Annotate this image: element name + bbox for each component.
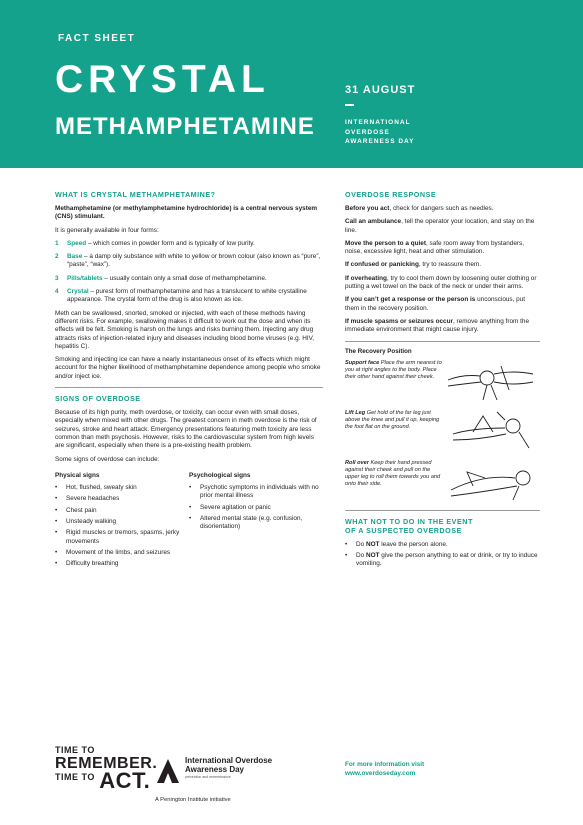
list-item: • Psychotic symptoms in individuals with no prior mental illness [189,484,323,501]
list-item: • Hot, flushed, sweaty skin [55,484,189,492]
slogan-line-1: TIME TO [55,745,95,755]
recovery-step-1-illustration [443,360,538,402]
event-name [345,118,414,147]
item-pre: Do [356,540,366,548]
not-to-do-heading-1: WHAT NOT TO DO IN THE EVENT [345,516,473,526]
slogan-line-4: ACT. [99,768,151,793]
fact-sheet-label: FACT SHEET [58,33,136,44]
response-text: unconscious, put them in the recovery position. [345,296,526,312]
response-bold: If confused or panicking [345,261,419,269]
form-name: Base [67,253,83,261]
title-line-1: CRYSTAL [55,58,270,101]
list-item [345,552,540,569]
signs-paragraph: Because of its high purity, meth overdose, or toxicity, can occur even with small doses, especially when mixed with other drugs. The greatest concern in meth overdose is the risk of seizures, stroke and heart attack. Emergency presentations featuring meth toxicity are less common than meth psychosis. However, risks to the cardiovascular system from high levels are significant, especially when there is a pre-existing health problem. [55,409,317,450]
response-item [345,318,540,335]
recovery-step-3-illustration [443,460,538,502]
response-item [345,205,540,213]
recovery-step [345,460,540,502]
not-to-do-heading-2: OF A SUSPECTED OVERDOSE [345,525,462,535]
form-item [55,240,323,248]
physical-signs-title: Physical signs [55,471,100,479]
response-heading: OVERDOSE RESPONSE [345,190,437,199]
list-item: • Severe agitation or panic [189,504,323,512]
what-is-heading: WHAT IS CRYSTAL METHAMPHETAMINE? [55,190,216,199]
form-number: 2 [55,253,59,261]
response-text: , try to cool them down by loosening outer clothing or putting a wet towel on the back of the neck or under their arms. [345,274,537,291]
iod-logo [155,756,273,790]
iod-logo-name: International Overdose Awareness Day [185,756,273,774]
website-link[interactable]: www.overdoseday.com [345,770,416,777]
form-desc: – usually contain only a small dose of methamphetamine. [102,274,267,282]
more-info-text: For more information visit [345,761,425,768]
divider [345,104,354,106]
left-column [55,190,323,572]
step-text: Get hold of the far leg just above the knee and pull it up, keeping the foot flat on the ground. [345,409,440,431]
not-to-do-heading [345,517,540,535]
form-item [55,288,323,305]
response-text: , remove anything from the immediate environment that might cause injury. [345,317,529,334]
response-item [345,261,540,269]
list-item: • Altered mental state (e.g. confusion, disorientation) [189,515,323,532]
slogan-line-3: TIME TO [55,772,95,782]
step-title: Lift Leg [345,409,366,416]
item-bold: NOT [365,540,380,548]
response-bold: Before you act [345,205,390,212]
event-line-1: INTERNATIONAL [345,119,411,126]
response-bold: If overheating [345,274,387,282]
event-line-2: OVERDOSE [345,128,390,136]
slogan-line-2: REMEMBER. [55,755,158,772]
list-item: • Rigid muscles or tremors, spasms, jerky movements [55,529,189,546]
form-desc: – which comes in powder form and is typically of low purity. [86,239,255,247]
event-line-3: AWARENESS DAY [345,138,415,145]
form-desc: – purest form of methamphetamine and has a translucent to white crystalline appearance. The crystal form of the drug is also known as ice. [67,288,307,304]
section-divider [345,341,540,342]
response-item [345,275,540,292]
list-item: • Movement of the limbs, and seizures [55,549,189,557]
iod-logo-icon [155,757,181,785]
form-number: 3 [55,274,59,282]
iod-logo-subtitle: prevention and remembrance [185,775,231,779]
recovery-steps [345,360,540,502]
recovery-title: The Recovery Position [345,347,412,355]
response-text: , try to reassure them. [418,261,482,269]
response-bold: If muscle spasms or seizures occur [345,317,453,325]
psych-signs-title: Psychological signs [189,471,251,479]
form-item [55,275,323,283]
form-name: Pills/tablets [67,274,103,282]
smoking-paragraph: Smoking and injecting ice can have a nearly instantaneous onset of its effects which might account for the higher likelihood of methamphetamine dependence among people who smoke and/or inject ice. [55,356,321,380]
title-line-2: METHAMPHETAMINE [55,113,315,140]
right-column [345,190,540,572]
section-divider [55,387,323,388]
step-text: Place the arm nearest to you at right angles to the body. Place their other hand against their cheek. [345,359,442,381]
list-item: • Severe headaches [55,495,189,503]
response-bold: If you can’t get a response or the person is [345,296,476,304]
response-text: , check for dangers such as needles. [389,205,494,212]
item-text: leave the person alone. [379,540,448,548]
signs-intro: Some signs of overdose can include: [55,455,160,463]
recovery-step [345,410,540,452]
item-pre: Do [356,552,366,560]
event-date: 31 AUGUST [345,84,416,96]
forms-intro: It is generally available in four forms: [55,226,159,234]
response-item [345,218,540,235]
step-title: Roll over [345,459,369,466]
list-item: • Difficulty breathing [55,560,189,568]
header-banner [0,0,583,168]
list-item: • Unsteady walking [55,518,189,526]
item-bold: NOT [365,552,380,560]
response-bold: Move the person to a quiet [345,239,426,247]
form-desc: – a damp oily substance with white to yellow or brown colour (also known as “pure”, “paste”, “wax”). [67,253,321,269]
form-item [55,253,323,270]
response-text: , tell the operator your location, and stay on the line. [345,218,535,234]
form-number: 4 [55,288,59,296]
step-title: Support face [345,359,380,366]
what-intro: Methamphetamine (or methylamphetamine hydrochloride) is a central nervous system (CNS) stimulant. [55,205,318,221]
physical-signs [55,472,189,572]
methods-paragraph: Meth can be swallowed, snorted, smoked or injected, with each of these methods having different risks. For example, swallowing makes it difficult to work out the dose and when its effects will be felt. Smoking is harsh on the lungs and risks burning them. Injecting any drug attracts risks of injection-related injury and diseases including blood borne viruses (e.g. HIV, hepatitis C). [55,309,315,350]
list-item [345,541,540,549]
form-number: 1 [55,239,59,247]
response-item [345,296,540,313]
step-text: Keep their hand pressed against their cheek and pull on the upper leg to roll them towards you and onto their side. [345,459,441,488]
psychological-signs [189,472,323,572]
response-item [345,240,540,257]
list-item: • Chest pain [55,507,189,515]
penington-credit: A Penington Institute initiative [155,797,231,803]
more-info [345,760,424,778]
recovery-step [345,360,540,402]
section-divider [345,510,540,511]
item-text: give the person anything to eat or drink, or try to induce vomiting. [356,552,538,568]
form-name: Speed [67,239,87,247]
slogan-logo [55,745,157,793]
response-text: , safe room away from bystanders, noise, excessive light, heat and other stimulation. [345,239,524,256]
recovery-step-2-illustration [443,410,538,452]
signs-heading: SIGNS OF OVERDOSE [55,394,141,404]
response-bold: Call an ambulance [345,218,402,226]
form-name: Crystal [67,288,89,296]
signs-lists [55,472,323,572]
